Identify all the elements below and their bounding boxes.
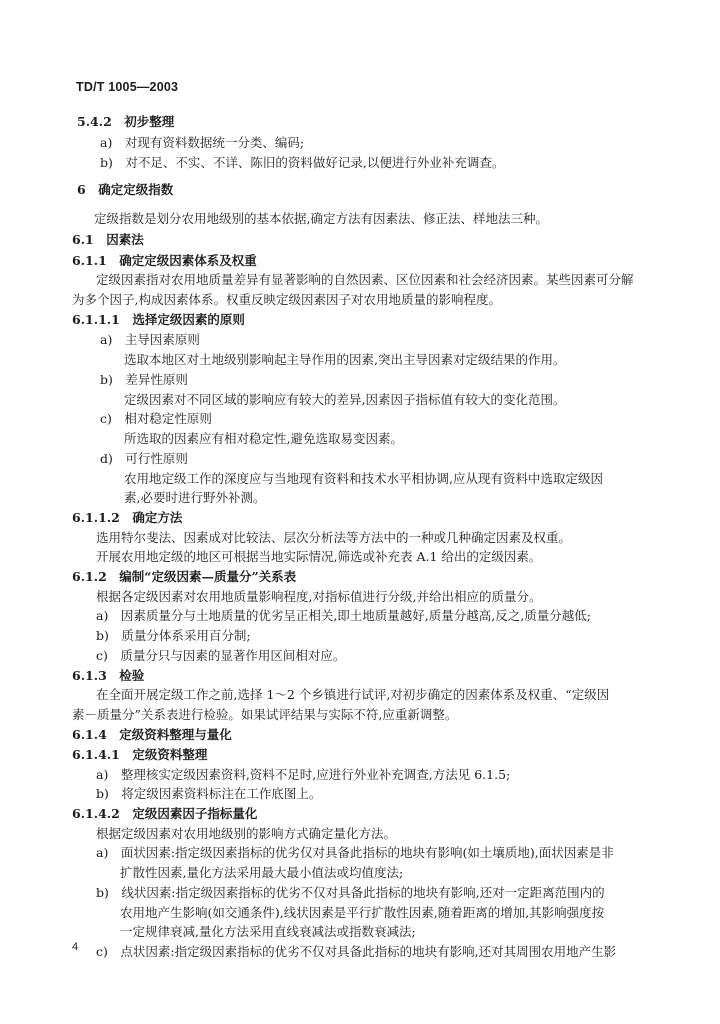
body-text-line: 选取本地区对土地级别影响起主导作用的因素,突出主导因素对定级结果的作用。 [124,352,566,367]
body-text-line: c) 相对稳定性原则 [100,411,212,426]
document-code-header: TD/T 1005—2003 [76,80,179,94]
section-heading: 6 确定定级指数 [77,182,174,197]
body-text-line: 定级因素对不同区域的影响应有较大的差异,因素因子指标值有较大的变化范围。 [124,392,566,407]
body-text-line: 选用特尔斐法、因素成对比较法、层次分析法等方法中的一种或几种确定因素及权重。 [96,530,572,545]
body-text-line: 素－质量分”关系表进行检验。如果试评结果与实际不符,应重新调整。 [72,707,458,722]
body-text-line: 开展农用地定级的地区可根据当地实际情况,筛选或补充表 A.1 给出的定级因素。 [96,549,542,564]
body-text-line: 定级指数是划分农用地级别的基本依据,确定方法有因素法、修正法、样地法三种。 [94,211,548,226]
body-text-line: b) 差异性原则 [100,372,188,387]
section-heading: 6.1 因素法 [72,232,144,247]
section-heading: 6.1.1 确定定级因素体系及权重 [72,253,257,268]
body-text-line: c) 质量分只与因素的显著作用区间相对应。 [96,648,346,663]
body-text-line: 农用地定级工作的深度应与当地现有资料和技术水平相协调,应从现有资料中选取定级因 [124,471,603,486]
section-heading: 6.1.4 定级资料整理与量化 [72,727,232,742]
page-number: 4 [72,941,79,953]
body-text-line: d) 可行性原则 [100,451,188,466]
body-text-line: 为多个因子,构成因素体系。权重反映定级因素因子对农用地质量的影响程度。 [72,292,501,307]
body-text-line: c) 点状因素:指定级因素指标的优劣不仅对具备此指标的地块有影响,还对其周围农用地产生影 [96,944,617,959]
section-heading: 5.4.2 初步整理 [77,114,175,129]
body-text-line: b) 对不足、不实、不详、陈旧的资料做好记录,以便进行外业补充调查。 [100,155,505,170]
body-text-line: 定级因素指对农用地质量差异有显著影响的自然因素、区位因素和社会经济因素。某些因素可分解 [96,272,634,287]
body-text-line: b) 将定级因素资料标注在工作底图上。 [96,786,322,801]
body-text-line: 根据定级因素对农用地级别的影响方式确定量化方法。 [96,826,397,841]
body-text-line: a) 主导因素原则 [100,332,200,347]
body-text-line: 所选取的因素应有相对稳定性,避免选取易变因素。 [124,431,403,446]
section-heading: 6.1.4.1 定级资料整理 [72,747,208,762]
body-text-line: 在全面开展定级工作之前,选择 1～2 个乡镇进行试评,对初步确定的因素体系及权重、“定级因 [96,687,610,702]
body-text-line: b) 质量分体系采用百分制; [96,628,251,643]
section-heading: 6.1.1.2 确定方法 [72,510,183,525]
body-text-line: a) 整理核实定级因素资料,资料不足时,应进行外业补充调查,方法见 6.1.5; [96,767,511,782]
section-heading: 6.1.1.1 选择定级因素的原则 [72,312,245,327]
body-text-line: 素,必要时进行野外补测。 [124,490,266,505]
body-text-line: 一定规律衰减,量化方法采用直线衰减法或指数衰减法; [120,924,416,939]
body-text-line: a) 对现有资料数据统一分类、编码; [100,135,305,150]
body-text-line: b) 线状因素:指定级因素指标的优劣不仅对具备此指标的地块有影响,还对一定距离范围内的 [96,885,605,900]
section-heading: 6.1.2 编制“定级因素—质量分”关系表 [72,569,297,584]
body-text-line: 农用地产生影响(如交通条件),线状因素是平行扩散性因素,随着距离的增加,其影响强度按 [120,905,605,920]
body-text-line: 根据各定级因素对农用地质量影响程度,对指标值进行分级,并给出相应的质量分。 [96,589,542,604]
section-heading: 6.1.4.2 定级因素因子指标量化 [72,806,258,821]
body-text-line: a) 因素质量分与土地质量的优劣呈正相关,即土地质量越好,质量分越高,反之,质量分越低; [96,608,591,623]
section-heading: 6.1.3 检验 [72,668,145,683]
body-text-line: a) 面状因素:指定级因素指标的优劣仅对具备此指标的地块有影响(如土壤质地),面状因素是非 [96,845,614,860]
body-text-line: 扩散性因素,量化方法采用最大最小值法或均值度法; [120,865,404,880]
